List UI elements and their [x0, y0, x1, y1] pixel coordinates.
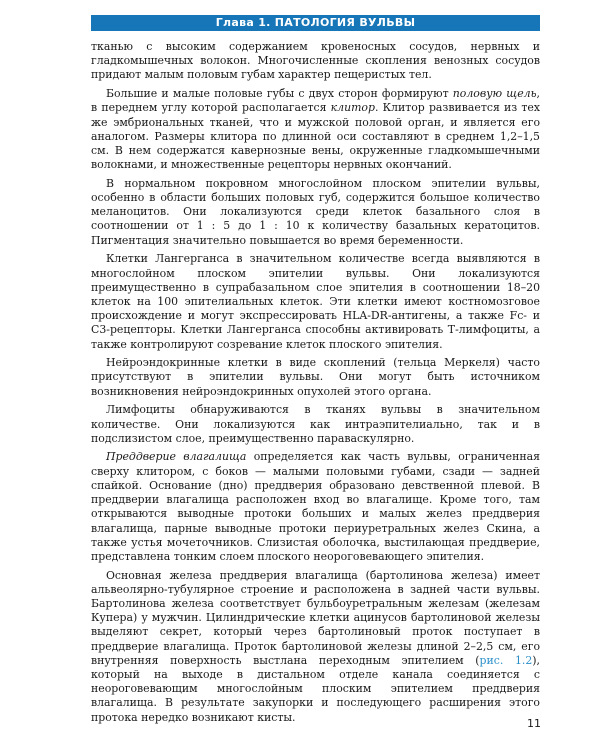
paragraph-langerhans-cells: [91, 252, 540, 351]
text-run: ), который на выходе в дистальном отделе канала соединяется с неороговевающим многослойным плоским эпителием преддверия влагалища. В результате закупорки и последующего расширения этого протока нередко возникают кисты.: [91, 653, 541, 724]
chapter-header: [91, 15, 540, 31]
text-run: В нормальном покровном многослойном плоском эпителии вульвы, особенно в области больших половых губ, содержится большое количество меланоцитов. Они локализуются среди клеток базального слоя в соотношении от 1 : 5 до 1 : 10 к количеству базальных кератоцитов. Пигментация значительно повышается во время беременности.: [91, 176, 540, 247]
paragraph-melanocytes: [91, 177, 540, 248]
paragraph-clitoris: [91, 87, 540, 172]
text-run: определяется как часть вульвы, ограниченная сверху клитором, с боков — малыми половыми губами, сзади — задней спайкой. Основание (дно) преддверия образовано девственной плевой. В преддверии влагалища расположен вход во влагалище. Кроме того, там открываются выводные протоки больших и малых желез преддверия влагалища, парные выводные протоки периуретральных желез Скина, а также устья мочеточников. Слизистая оболочка, выстилающая преддверие, представлена тонким слоем плоского неороговевающего эпителия.: [91, 450, 540, 563]
body-text: [91, 40, 540, 729]
italic-term: половую щель: [452, 87, 537, 101]
paragraph-lymphocytes: [91, 403, 540, 446]
chapter-title: Глава 1. ПАТОЛОГИЯ ВУЛЬВЫ: [215, 16, 416, 29]
text-run: Клетки Лангерганса в значительном количестве всегда выявляются в многослойном плоском эпителии вульвы. Они локализуются преимущественно в супрабазальном слое эпителия в соотношении 18–20 клеток на 100 эпителиальных клеток. Эти клетки имеют костномозговое происхождение и могут экспрессировать HLA-DR-антигены, а также Fc- и C3-рецепторы. Клетки Лангерганса способны активировать Т-лимфоциты, а также контролируют созревание клеток плоского эпителия.: [91, 252, 540, 351]
paragraph-neuroendocrine-cells: [91, 356, 540, 399]
page-number: 11: [527, 717, 541, 730]
text-run: Нейроэндокринные клетки в виде скоплений (тельца Меркеля) часто присутствуют в эпителии вульвы. Они могут быть источником возникновения нейроэндокринных опухолей этого органа.: [91, 356, 540, 398]
italic-term: Преддверие влагалища: [106, 450, 247, 464]
text-run: Большие и малые половые губы с двух сторон формируют: [106, 87, 453, 101]
text-run: , в переднем углу которой располагается: [91, 87, 540, 115]
paragraph-vestibule: [91, 450, 540, 564]
paragraph-bartholin-gland: [91, 569, 540, 725]
paragraph-labia-minora: [91, 40, 540, 83]
text-run: Лимфоциты обнаруживаются в тканях вульвы в значительном количестве. Они локализуются как интраэпителиально, так и в подслизистом слое, преимущественно паравaскулярно.: [91, 403, 540, 445]
text-run: Основная железа преддверия влагалища (бартолинова железа) имеет альвеолярно-тубулярное строение и расположена в задней части вульвы. Бартолинова железа соответствует бульбоуретральным железам (железам Купера) у мужчин. Цилиндрические клетки ацинусов бартолиновой железы выделяют секрет, который через бартолиновый проток поступает в преддверие влагалища. Проток бартолиновой железы длиной 2–2,5 см, его внутренняя поверхность выстлана переходным эпителием (: [91, 568, 540, 667]
text-run: тканью с высоким содержанием кровеносных сосудов, нервных и гладкомышечных волокон. Многочисленные скопления венозных сосудов придают малым половым губам характер пещеристых тел.: [91, 40, 540, 82]
text-run: . Клитор развивается из тех же эмбриональных тканей, что и мужской половой орган, и является его аналогом. Размеры клитора по длинной оси составляют в среднем 1,2–1,5 см. В нем содержатся кавернозные вены, окруженные гладкомышечными волокнами, и множественные рецепторы нервных окончаний.: [91, 101, 540, 172]
italic-term: клитор: [330, 101, 375, 115]
figure-reference-link[interactable]: рис. 1.2: [479, 653, 533, 667]
